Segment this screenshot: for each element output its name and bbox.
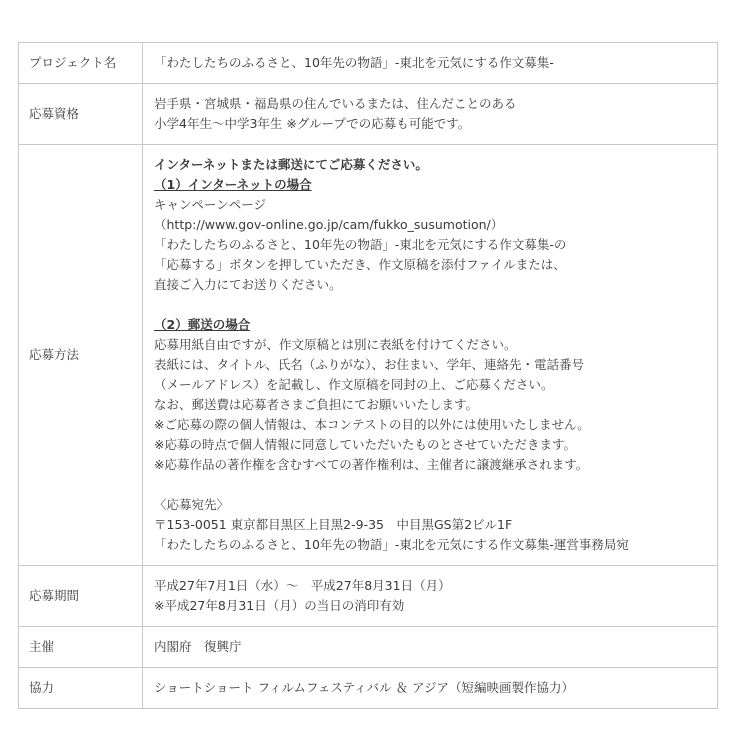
table-row-organizer (19, 627, 718, 668)
row-label-eligibility: 応募資格 (19, 84, 143, 145)
postal-address: 〒153-0051 東京都目黒区上目黒2-9-35 中目黒GS第2ビル1F (154, 517, 513, 532)
copyright-note: ※応募作品の著作権を含むすべての著作権利は、主催者に譲渡継承されます。 (154, 457, 589, 472)
address-recipient: 「わたしたちのふるさと、10年先の物語」-東北を元気にする作文募集-運営事務局宛 (154, 537, 629, 552)
method-line: キャンペーンページ (154, 197, 267, 212)
organizer-text: 内閣府 復興庁 (154, 639, 242, 654)
campaign-info-table (18, 42, 718, 709)
postmark-note: ※平成27年8月31日（月）の当日の消印有効 (154, 598, 405, 613)
period-range: 平成27年7月1日（水）〜 平成27年8月31日（月） (154, 578, 451, 593)
internet-section-heading: （1）インターネットの場合 (154, 177, 312, 192)
info-table-container (18, 42, 718, 709)
method-intro-heading: インターネットまたは郵送にてご応募ください。 (154, 157, 428, 172)
blank-line (154, 295, 707, 315)
row-value-period (143, 566, 718, 627)
row-label-cooperation: 協力 (19, 668, 143, 709)
row-label-project-name: プロジェクト名 (19, 43, 143, 84)
method-line: 応募用紙自由ですが、作文原稿とは別に表紙を付けてください。 (154, 337, 517, 352)
campaign-url-text: （http://www.gov-online.go.jp/cam/fukko_susumotion/） (154, 217, 504, 232)
blank-line (154, 475, 707, 495)
table-row-cooperation (19, 668, 718, 709)
eligibility-line: 小学4年生〜中学3年生 ※グループでの応募も可能です。 (154, 116, 471, 131)
row-label-organizer: 主催 (19, 627, 143, 668)
privacy-note: ※応募の時点で個人情報に同意していただいたものとさせていただきます。 (154, 437, 576, 452)
project-name-text: 「わたしたちのふるさと、10年先の物語」-東北を元気にする作文募集- (154, 55, 554, 70)
cooperation-text: ショートショート フィルムフェスティバル ＆ アジア（短編映画製作協力） (154, 680, 575, 695)
method-line: なお、郵送費は応募者さまご負担にてお願いいたします。 (154, 397, 479, 412)
method-line: 表紙には、タイトル、氏名（ふりがな）、お住まい、学年、連絡先・電話番号 (154, 357, 585, 372)
row-value-project-name (143, 43, 718, 84)
row-value-method (143, 145, 718, 566)
row-value-organizer (143, 627, 718, 668)
row-value-cooperation (143, 668, 718, 709)
row-label-method: 応募方法 (19, 145, 143, 566)
table-row-project-name (19, 43, 718, 84)
method-line: 「応募する」ボタンを押していただき、作文原稿を添付ファイルまたは、 (154, 257, 566, 272)
method-line: 「わたしたちのふるさと、10年先の物語」-東北を元気にする作文募集-の (154, 237, 567, 252)
mail-section-heading: （2）郵送の場合 (154, 317, 251, 332)
method-line: 直接ご入力にてお送りください。 (154, 277, 342, 292)
table-row-eligibility (19, 84, 718, 145)
eligibility-line: 岩手県・宮城県・福島県の住んでいるまたは、住んだことのある (154, 96, 517, 111)
table-row-method (19, 145, 718, 566)
method-line: （メールアドレス）を記載し、作文原稿を同封の上、ご応募ください。 (154, 377, 554, 392)
row-value-eligibility (143, 84, 718, 145)
row-label-period: 応募期間 (19, 566, 143, 627)
table-row-period (19, 566, 718, 627)
privacy-note: ※ご応募の際の個人情報は、本コンテストの目的以外には使用いたしません。 (154, 417, 590, 432)
address-heading: 〈応募宛先〉 (154, 497, 230, 512)
